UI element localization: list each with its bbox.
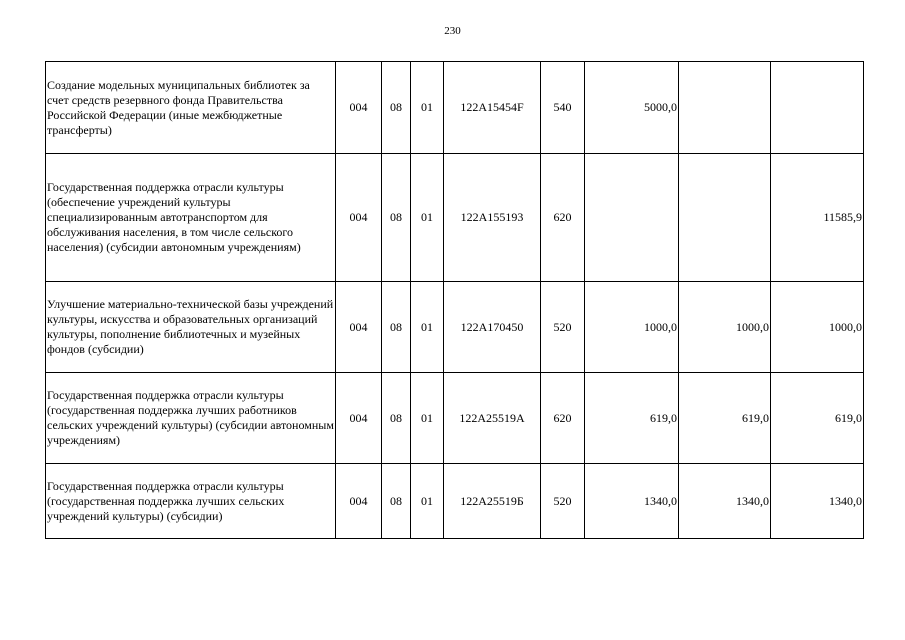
expense-type-cell: 520 (541, 464, 585, 539)
amount-2-cell: 619,0 (679, 373, 771, 464)
section-code-cell: 08 (382, 373, 411, 464)
amount-3-cell: 1340,0 (771, 464, 864, 539)
ministry-code-cell: 004 (336, 282, 382, 373)
subsection-code-cell: 01 (411, 62, 444, 154)
page-number: 230 (444, 25, 461, 37)
section-code-cell: 08 (382, 154, 411, 282)
amount-3-cell: 11585,9 (771, 154, 864, 282)
amount-2-cell (679, 154, 771, 282)
ministry-code-cell: 004 (336, 62, 382, 154)
ministry-code-cell: 004 (336, 154, 382, 282)
subsection-code-cell: 01 (411, 282, 444, 373)
table-row (46, 282, 864, 373)
table-row (46, 464, 864, 539)
ministry-code-cell: 004 (336, 373, 382, 464)
subsection-code-cell: 01 (411, 154, 444, 282)
target-article-cell: 122A170450 (444, 282, 541, 373)
expense-name-cell: Государственная поддержка отрасли культуры (государственная поддержка лучших сельских учреждений культуры) (субсидии) (46, 464, 336, 539)
section-code-cell: 08 (382, 62, 411, 154)
table-row (46, 373, 864, 464)
subsection-code-cell: 01 (411, 464, 444, 539)
amount-3-cell (771, 62, 864, 154)
table-row (46, 154, 864, 282)
amount-2-cell (679, 62, 771, 154)
expense-type-cell: 620 (541, 154, 585, 282)
expense-name-cell: Создание модельных муниципальных библиотек за счет средств резервного фонда Правительства Российской Федерации (иные межбюджетные трансферты) (46, 62, 336, 154)
amount-2-cell: 1000,0 (679, 282, 771, 373)
amount-1-cell: 1000,0 (585, 282, 679, 373)
expense-type-cell: 520 (541, 282, 585, 373)
target-article-cell: 122A25519A (444, 373, 541, 464)
ministry-code-cell: 004 (336, 464, 382, 539)
expense-name-cell: Государственная поддержка отрасли культуры (обеспечение учреждений культуры специализированным автотранспортом для обслуживания населения, в том числе сельского населения) (субсидии автономным учреждениям) (46, 154, 336, 282)
amount-1-cell: 1340,0 (585, 464, 679, 539)
target-article-cell: 122A25519Б (444, 464, 541, 539)
expense-type-cell: 540 (541, 62, 585, 154)
target-article-cell: 122A155193 (444, 154, 541, 282)
subsection-code-cell: 01 (411, 373, 444, 464)
table-row (46, 62, 864, 154)
amount-3-cell: 1000,0 (771, 282, 864, 373)
amount-2-cell: 1340,0 (679, 464, 771, 539)
expense-name-cell: Государственная поддержка отрасли культуры (государственная поддержка лучших работников сельских учреждений культуры) (субсидии автономным учреждениям) (46, 373, 336, 464)
section-code-cell: 08 (382, 282, 411, 373)
expense-name-cell: Улучшение материально-технической базы учреждений культуры, искусства и образовательных организаций культуры, пополнение библиотечных и музейных фондов (субсидии) (46, 282, 336, 373)
amount-1-cell: 5000,0 (585, 62, 679, 154)
target-article-cell: 122A15454F (444, 62, 541, 154)
section-code-cell: 08 (382, 464, 411, 539)
amount-3-cell: 619,0 (771, 373, 864, 464)
amount-1-cell: 619,0 (585, 373, 679, 464)
budget-table (45, 61, 864, 539)
expense-type-cell: 620 (541, 373, 585, 464)
amount-1-cell (585, 154, 679, 282)
